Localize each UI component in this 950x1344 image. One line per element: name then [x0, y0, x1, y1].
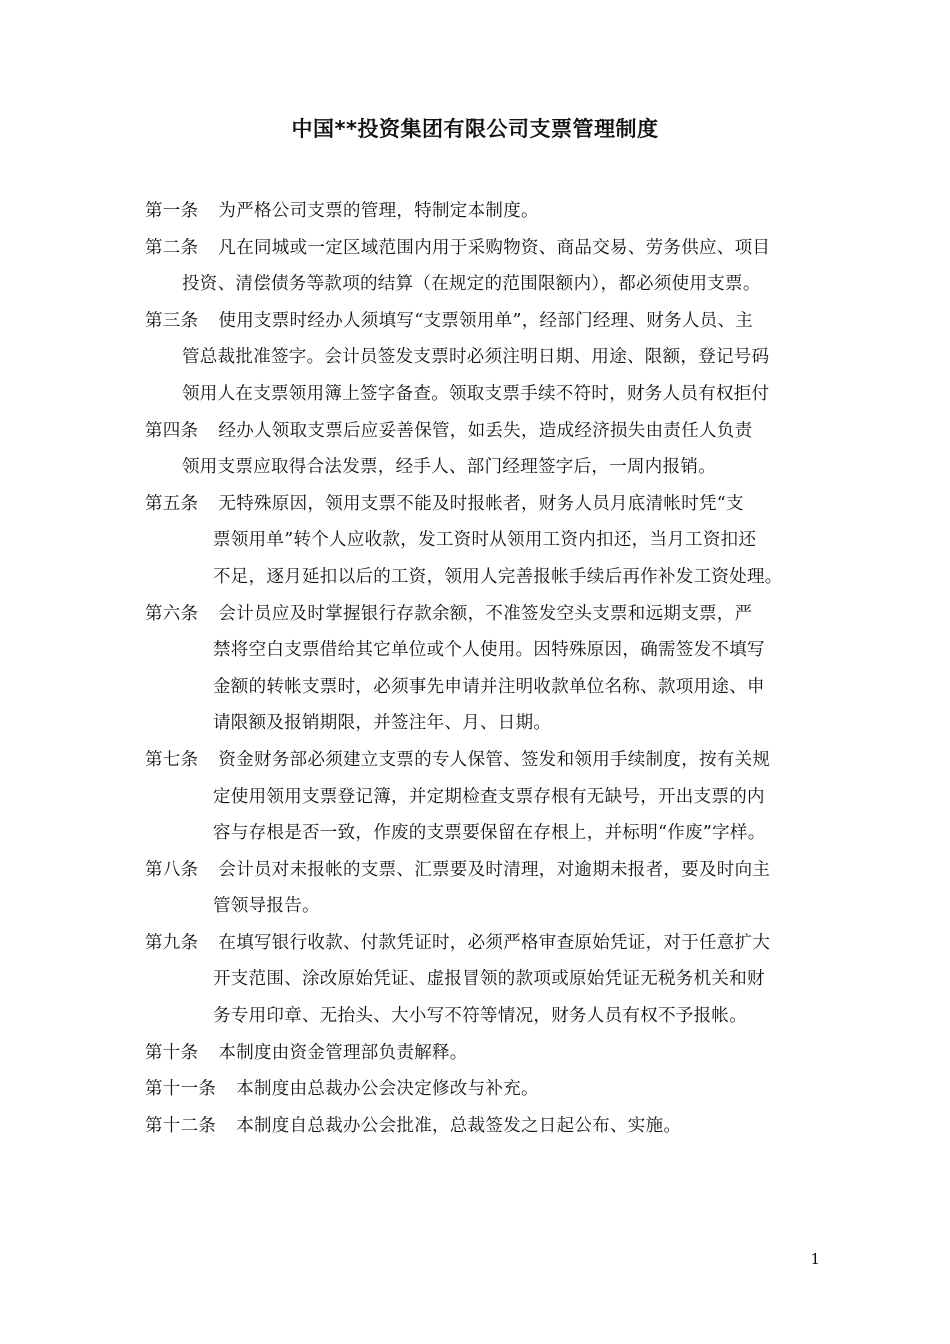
article-10: [145, 1035, 825, 1072]
article-label: 第六条: [145, 603, 199, 624]
article-label: 第十条: [145, 1042, 199, 1063]
article-label: 第十二条: [145, 1115, 217, 1136]
article-text: 使用支票时经办人须填写“支票领用单”，经部门经理、财务人员、主: [218, 310, 754, 331]
article-4-continuation: 领用支票应取得合法发票，经手人、部门经理签字后，一周内报销。: [182, 457, 716, 478]
article-3: [145, 303, 825, 340]
article-text: 会计员应及时掌握银行存款余额，不准签发空头支票和远期支票，严: [218, 603, 753, 624]
article-text: 资金财务部必须建立支票的专人保管、签发和领用手续制度，按有关规: [218, 749, 771, 770]
article-label: 第一条: [145, 201, 199, 221]
article-6-continuation: 禁将空白支票借给其它单位或个人使用。因特殊原因，确需签发不填写: [213, 640, 765, 661]
article-9: [145, 925, 825, 962]
article-2: [145, 230, 825, 267]
article-text: 本制度由总裁办公会决定修改与补充。: [236, 1079, 539, 1100]
document-title: 中国**投资集团有限公司支票管理制度: [291, 117, 659, 141]
article-3-continuation: 管总裁批准签字。会计员签发支票时必须注明日期、用途、限额，登记号码: [182, 347, 770, 368]
article-8: [145, 852, 825, 889]
article-text: 会计员对未报帐的支票、汇票要及时清理，对逾期未报者，要及时向主: [218, 859, 771, 880]
article-3-continuation: 领用人在支票领用簿上签字备查。领取支票手续不符时，财务人员有权拒付: [182, 383, 770, 404]
article-6-continuation: 金额的转帐支票时，必须事先申请并注明收款单位名称、款项用途、申: [213, 676, 765, 697]
article-label: 第四条: [145, 420, 199, 441]
article-9-continuation: 开支范围、涂改原始凭证、虚报冒领的款项或原始凭证无税务机关和财: [213, 969, 765, 990]
article-7-continuation: 容与存根是否一致，作废的支票要保留在存根上，并标明“作废”字样。: [213, 823, 766, 844]
article-9-continuation: 务专用印章、无抬头、大小写不符等情况，财务人员有权不予报帐。: [213, 1006, 747, 1027]
article-label: 第十一条: [145, 1079, 217, 1100]
article-label: 第七条: [145, 749, 199, 770]
article-7: [145, 742, 825, 779]
article-text: 本制度由资金管理部负责解释。: [218, 1042, 468, 1063]
article-4: [145, 413, 825, 450]
article-label: 第八条: [145, 859, 199, 880]
article-label: 第二条: [145, 237, 199, 258]
article-text: 凡在同城或一定区域范围内用于采购物资、商品交易、劳务供应、项目: [218, 237, 771, 258]
article-6: [145, 596, 825, 633]
article-5-continuation: 票领用单”转个人应收款，发工资时从领用工资内扣还，当月工资扣还: [213, 530, 757, 551]
article-5: [145, 486, 825, 523]
article-8-continuation: 管领导报告。: [213, 896, 320, 917]
article-text: 为严格公司支票的管理，特制定本制度。: [218, 201, 539, 221]
page-number: 1: [810, 1250, 820, 1268]
article-6-continuation: 请限额及报销期限，并签注年、月、日期。: [213, 713, 552, 734]
article-text: 本制度自总裁办公会批准，总裁签发之日起公布、实施。: [236, 1115, 682, 1136]
article-1: [145, 193, 825, 230]
article-label: 第九条: [145, 932, 199, 953]
article-text: 无特殊原因，领用支票不能及时报帐者，财务人员月底清帐时凭“支: [218, 493, 744, 514]
article-text: 经办人领取支票后应妥善保管，如丢失，造成经济损失由责任人负责: [218, 420, 753, 441]
article-7-continuation: 定使用领用支票登记簿，并定期检查支票存根有无缺号，开出支票的内: [213, 786, 765, 807]
article-label: 第五条: [145, 493, 199, 514]
article-label: 第三条: [145, 310, 199, 331]
article-5-continuation: 不足，逐月延扣以后的工资，领用人完善报帐手续后再作补发工资处理。: [213, 566, 783, 587]
article-list: [145, 193, 825, 1144]
article-12: [145, 1108, 825, 1145]
article-text: 在填写银行收款、付款凭证时，必须严格审查原始凭证，对于任意扩大: [218, 932, 771, 953]
article-11: [145, 1071, 825, 1108]
article-2-continuation: 投资、清偿债务等款项的结算（在规定的范围限额内），都必须使用支票。: [182, 274, 761, 295]
